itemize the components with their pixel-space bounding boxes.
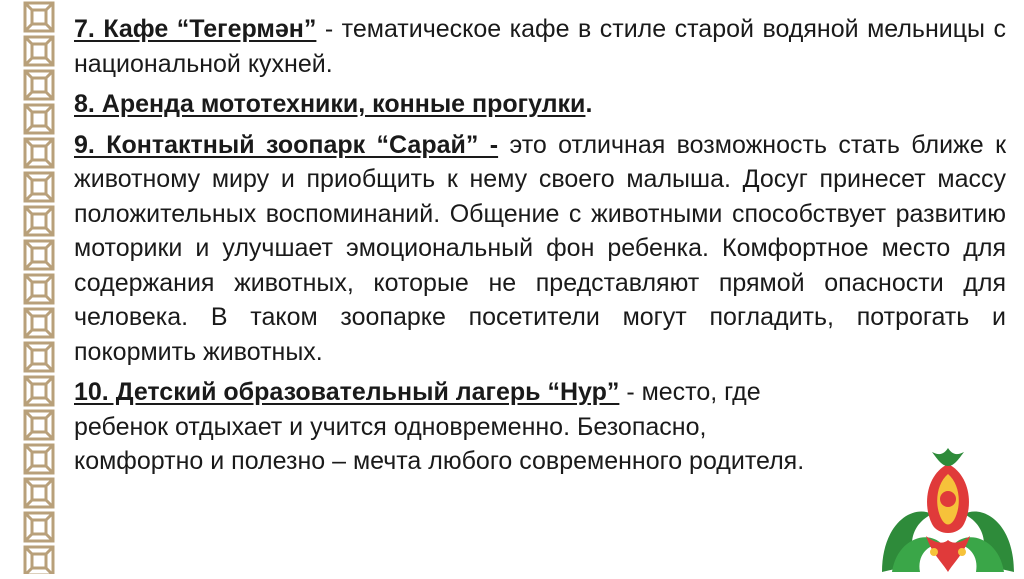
decorative-border-strip (22, 0, 56, 574)
item-7 (74, 12, 1006, 81)
item-10-line3: комфортно и полезно – мечта любого современного родителя. (74, 447, 805, 475)
item-8 (74, 87, 1006, 122)
item-8-text: . (585, 90, 593, 118)
slide-content (74, 12, 1006, 485)
tulip-ornament-icon (872, 444, 1024, 574)
item-10-heading: 10. Детский образовательный лагерь “Нур” (74, 378, 620, 406)
item-10-line1: - место, где (619, 378, 761, 406)
item-9-text: это отличная возможность стать ближе к животному миру и приобщить к нему своего малыша. Досуг принесет массу положительных воспоминаний. Общение с животными способствует развитию моторики и улучшает эмоциональный фон ребенка. Комфортное место для содержания животных, которые не представляют прямой опасности для человека. В таком зоопарке посетители могут погладить, потрогать и покормить животных. (74, 130, 1007, 366)
ornament-border-icon (22, 0, 56, 574)
item-10 (74, 375, 1006, 479)
item-7-text: - тематическое кафе в стиле старой водяной мельницы с национальной кухней. (74, 15, 1006, 78)
item-9-heading: 9. Контактный зоопарк “Сарай” - (74, 130, 499, 159)
item-8-heading: 8. Аренда мототехники, конные прогулки (74, 90, 586, 118)
item-9 (74, 128, 1006, 370)
item-10-line2: ребенок отдыхает и учится одновременно. Безопасно, (74, 412, 707, 441)
item-7-heading: 7. Кафе “Тегермән” (74, 15, 317, 43)
